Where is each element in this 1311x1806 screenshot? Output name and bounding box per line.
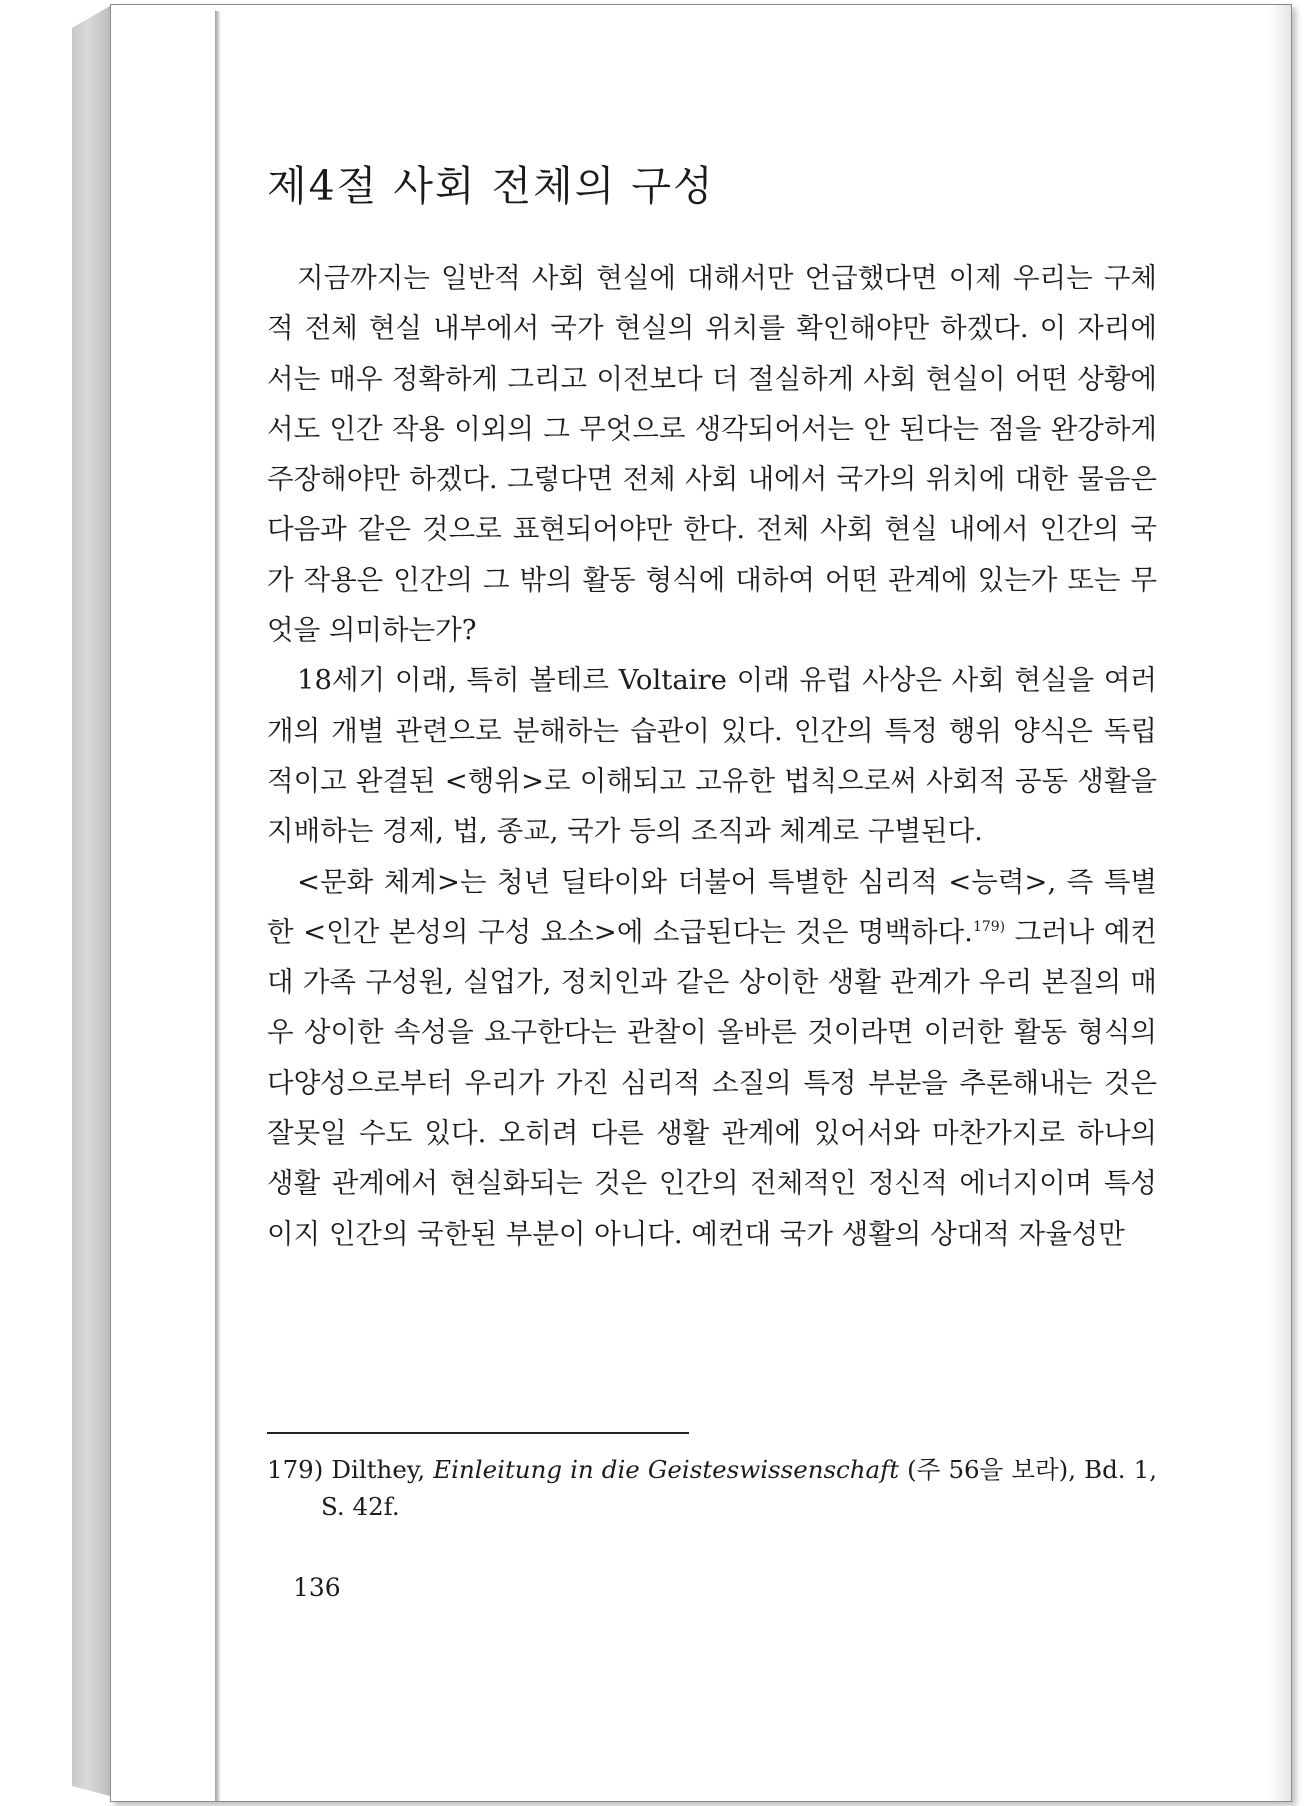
book-spine-edge: [72, 6, 110, 1796]
footnote-citation: (주 56을 보라), Bd. 1, S. 42f.: [321, 1455, 1158, 1521]
footnote-author: Dilthey,: [323, 1455, 434, 1484]
footnote-reference-179: 179): [972, 918, 1006, 935]
footnote-divider: [267, 1432, 689, 1434]
paragraph-3: [267, 857, 1157, 1259]
paragraph-2: 18세기 이래, 특히 볼테르 Voltaire 이래 유럽 사상은 사회 현실을 여러 개의 개별 관련으로 분해하는 습관이 있다. 인간의 특정 행위 양식은 독립적이고 완결된 <행위>로 이해되고 고유한 법칙으로써 사회적 공동 생활을 지배하는 경제, 법, 종교, 국가 등의 조직과 체계로 구별된다.: [267, 664, 1157, 848]
chapter-title: 제4절 사회 전체의 구성: [267, 162, 715, 210]
footnote-number: 179): [267, 1455, 324, 1484]
page-number: 136: [293, 1573, 341, 1602]
body-text: [267, 253, 1157, 1259]
paragraph-1: 지금까지는 일반적 사회 현실에 대해서만 언급했다면 이제 우리는 구체적 전체 현실 내부에서 국가 현실의 위치를 확인해야만 하겠다. 이 자리에서는 매우 정확하게 그리고 이전보다 더 절실하게 사회 현실이 어떤 상황에서도 인간 작용 이외의 그 무엇으로 생각되어서는 안 된다는 점을 완강하게 주장해야만 하겠다. 그렇다면 전체 사회 내에서 국가의 위치에 대한 물음은 다음과 같은 것으로 표현되어야만 한다. 전체 사회 현실 내에서 인간의 국가 작용은 인간의 그 밖의 활동 형식에 대하여 어떤 관계에 있는가 또는 무엇을 의미하는가?: [267, 262, 1157, 647]
book-page: [110, 4, 1292, 1802]
page-edge-shade: [1269, 5, 1291, 1801]
footnote-work-title: Einleitung in die Geisteswissenschaft: [433, 1455, 900, 1484]
paragraph-3-part-2: 그러나 예컨대 가족 구성원, 실업가, 정치인과 같은 상이한 생활 관계가 우리 본질의 매우 상이한 속성을 요구한다는 관찰이 올바른 것이라면 이러한 활동 형식의 다양성으로부터 우리가 가진 심리적 소질의 특정 부분을 추론해내는 것은 잘못일 수도 있다. 오히려 다른 생활 관계에 있어서와 마찬가지로 하나의 생활 관계에서 현실화되는 것은 인간의 전체적인 정신적 에너지이며 특성이지 인간의 국한된 부분이 아니다. 예컨대 국가 생활의 상대적 자율성만: [267, 915, 1157, 1250]
paragraph-3-part-1: <문화 체계>는 청년 딜타이와 더불어 특별한 심리적 <능력>, 즉 특별한 <인간 본성의 구성 요소>에 소급된다는 것은 명백하다.: [267, 865, 1157, 948]
footnote-179: [267, 1451, 1157, 1525]
spine-shadow: [215, 11, 221, 1801]
